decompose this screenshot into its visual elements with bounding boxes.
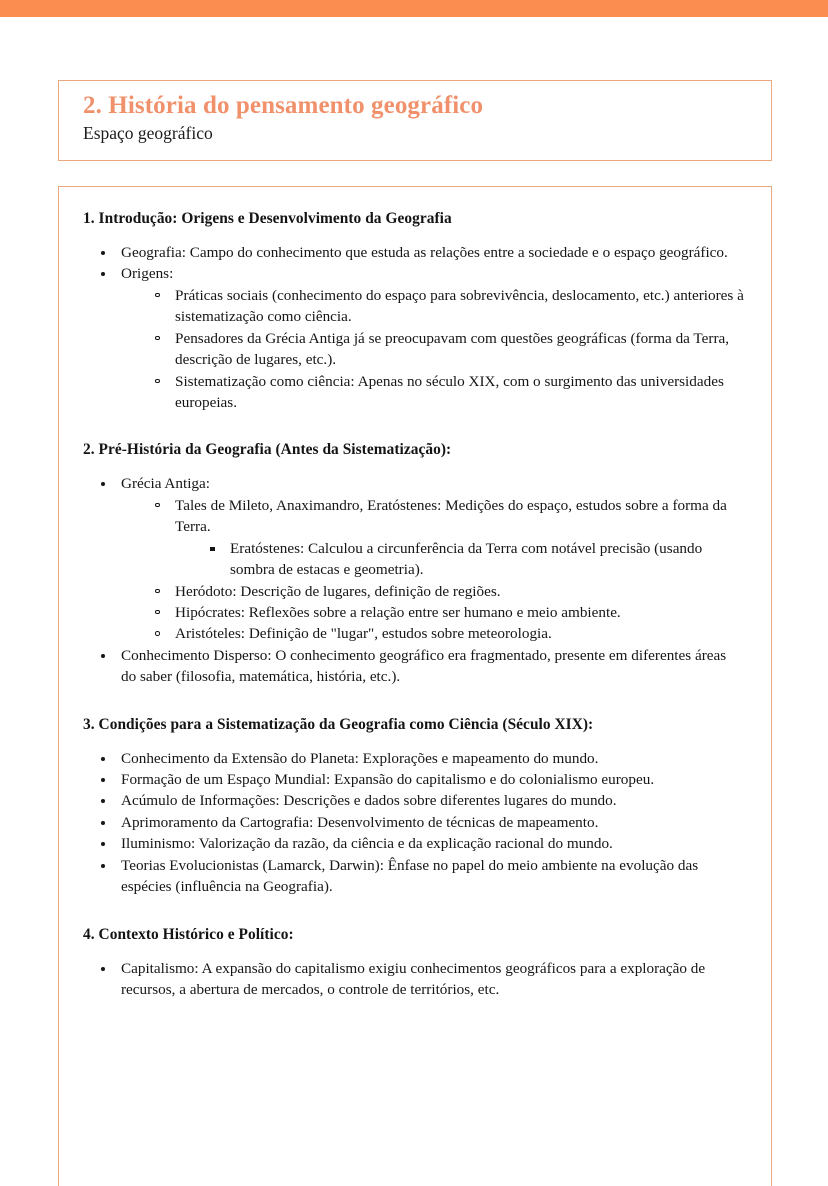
list-item-text: Sistematização como ciência: Apenas no século XIX, com o surgimento das universidades europeias. <box>175 372 724 411</box>
section-heading: 3. Condições para a Sistematização da Geografia como Ciência (Século XIX): <box>83 715 594 733</box>
list-item <box>150 285 745 328</box>
bullet-circle-icon <box>155 589 160 594</box>
bullet-list-level-1 <box>83 958 745 1001</box>
list-item <box>95 812 745 833</box>
bullet-disc-icon <box>101 654 105 658</box>
list-item <box>150 371 745 414</box>
document-section <box>83 715 745 898</box>
list-item <box>95 242 745 263</box>
list-item-text: Formação de um Espaço Mundial: Expansão do capitalismo e do colonialismo europeu. <box>121 771 655 789</box>
bullet-list-level-1 <box>83 242 745 413</box>
list-item <box>95 645 745 688</box>
bullet-disc-icon <box>101 778 105 782</box>
list-item <box>150 602 745 623</box>
list-item-text: Grécia Antiga: <box>121 475 210 493</box>
list-item <box>150 623 745 644</box>
bullet-disc-icon <box>101 842 105 846</box>
list-item <box>205 538 745 581</box>
list-item-text: Iluminismo: Valorização da razão, da ciência e da explicação racional do mundo. <box>121 835 613 853</box>
document-body-card <box>58 186 772 1186</box>
bullet-disc-icon <box>101 482 105 486</box>
bullet-list-level-1 <box>83 473 745 687</box>
list-item <box>95 473 745 644</box>
list-item <box>95 833 745 854</box>
list-item-text: Práticas sociais (conhecimento do espaço para sobrevivência, deslocamento, etc.) anteriores à sistematização como ciência. <box>175 286 744 326</box>
bullet-list-level-1 <box>83 748 745 898</box>
list-item-text: Teorias Evolucionistas (Lamarck, Darwin): Ênfase no papel do meio ambiente na evolução das espécies (influência na Geografia). <box>121 856 699 896</box>
document-page <box>0 17 828 1171</box>
list-item-text: Pensadores da Grécia Antiga já se preocupavam com questões geográficas (forma da Terra, descrição de lugares, etc.). <box>175 329 730 369</box>
list-item-text: Aprimoramento da Cartografia: Desenvolvimento de técnicas de mapeamento. <box>121 813 599 831</box>
list-item <box>95 263 745 413</box>
bullet-disc-icon <box>101 757 105 761</box>
document-section <box>83 440 745 687</box>
section-heading: 4. Contexto Histórico e Político: <box>83 925 294 943</box>
list-item-text: Tales de Mileto, Anaximandro, Eratóstenes: Medições do espaço, estudos sobre a forma da Terra. <box>175 496 727 536</box>
list-item <box>95 855 745 898</box>
list-item <box>95 790 745 811</box>
list-item <box>150 495 745 581</box>
list-item-text: Acúmulo de Informações: Descrições e dados sobre diferentes lugares do mundo. <box>121 792 617 810</box>
list-item <box>150 328 745 371</box>
list-item-text: Eratóstenes: Calculou a circunferência da Terra com notável precisão (usando sombra de estacas e geometria). <box>230 539 703 579</box>
list-item-text: Heródoto: Descrição de lugares, definição de regiões. <box>175 582 501 600</box>
page-subtitle: Espaço geográfico <box>83 123 213 143</box>
document-section <box>83 925 745 1001</box>
bullet-disc-icon <box>101 799 105 803</box>
page-title: 2. História do pensamento geográfico <box>83 92 484 119</box>
bullet-list-level-3 <box>175 538 745 581</box>
list-item-text: Capitalismo: A expansão do capitalismo exigiu conhecimentos geográficos para a exploração de recursos, a abertura de mercados, o controle de territórios, etc. <box>121 959 706 999</box>
list-item <box>95 748 745 769</box>
list-item-text: Conhecimento Disperso: O conhecimento geográfico era fragmentado, presente em diferentes áreas do saber (filosofia, matemática, história, etc.). <box>121 646 727 686</box>
list-item-text: Hipócrates: Reflexões sobre a relação entre ser humano e meio ambiente. <box>175 603 621 621</box>
bullet-circle-icon <box>155 336 160 341</box>
bullet-square-icon <box>210 547 215 552</box>
list-item-text: Origens: <box>121 265 174 283</box>
list-item-text: Conhecimento da Extensão do Planeta: Explorações e mapeamento do mundo. <box>121 749 599 767</box>
bullet-list-level-2 <box>121 495 745 645</box>
list-item <box>95 958 745 1001</box>
list-item <box>95 769 745 790</box>
list-item-text: Geografia: Campo do conhecimento que estuda as relações entre a sociedade e o espaço geográfico. <box>121 244 728 262</box>
sections-container <box>83 209 745 1000</box>
bullet-disc-icon <box>101 272 105 276</box>
document-header-card <box>58 80 772 161</box>
bullet-circle-icon <box>155 293 160 298</box>
bullet-disc-icon <box>101 967 105 971</box>
bullet-disc-icon <box>101 821 105 825</box>
document-section <box>83 209 745 413</box>
section-heading: 1. Introdução: Origens e Desenvolvimento da Geografia <box>83 210 452 227</box>
bullet-disc-icon <box>101 864 105 868</box>
bullet-circle-icon <box>155 379 160 384</box>
bullet-circle-icon <box>155 631 160 636</box>
list-item <box>150 581 745 602</box>
section-heading: 2. Pré-História da Geografia (Antes da Sistematização): <box>83 441 452 459</box>
list-item-text: Aristóteles: Definição de "lugar", estudos sobre meteorologia. <box>175 625 552 643</box>
bullet-disc-icon <box>101 251 105 255</box>
bullet-list-level-2 <box>121 285 745 414</box>
bullet-circle-icon <box>155 610 160 615</box>
top-accent-bar <box>0 0 828 17</box>
bullet-circle-icon <box>155 503 160 508</box>
